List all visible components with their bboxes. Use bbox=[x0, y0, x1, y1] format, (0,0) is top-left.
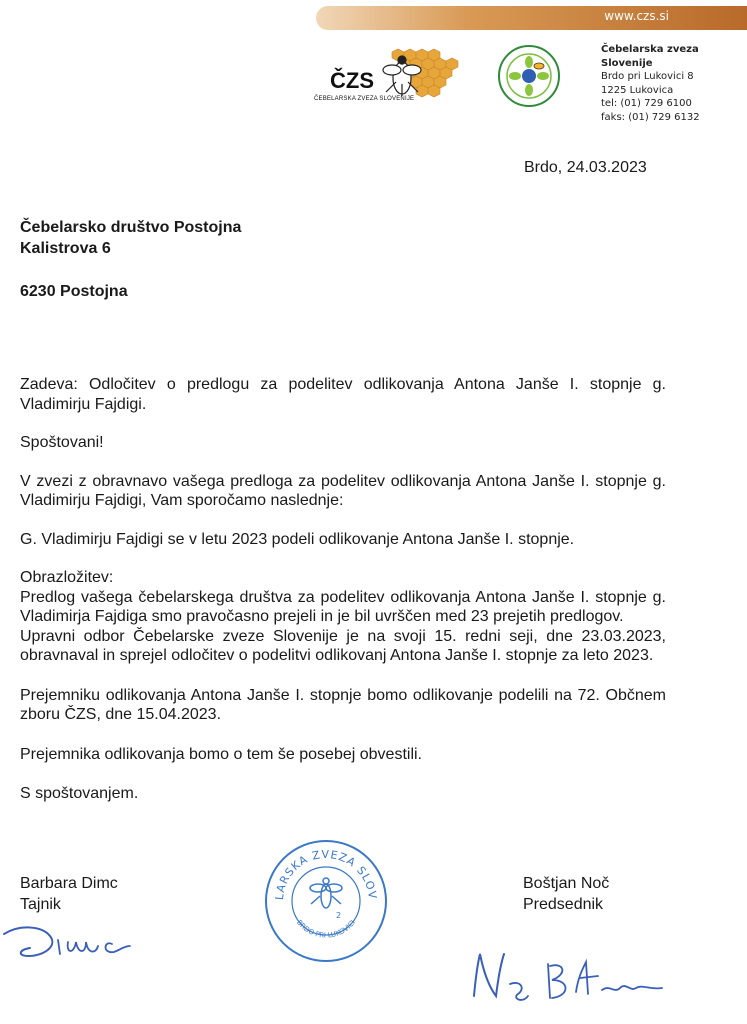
stamp-bottom-text: BRDO PRI LUKOVICI bbox=[294, 918, 358, 940]
official-stamp bbox=[263, 838, 389, 964]
president-role: Predsednik bbox=[523, 896, 604, 913]
header-bar bbox=[316, 6, 747, 30]
secretary-signature bbox=[0, 922, 150, 962]
paragraph-board: Upravni odbor Čebelarske zveze Slovenije je na svoji 15. redni seji, dne 23.03.2023, obravnaval in sprejel odločitev o podelitvi odlikovanj Antona Janše I. stopnje za leto 2023. bbox=[20, 627, 666, 664]
recipient-name: Čebelarsko društvo Postojna bbox=[20, 219, 242, 236]
recipient-address bbox=[20, 217, 241, 302]
stamp-seal-icon bbox=[263, 838, 389, 964]
paragraph-intro: V zvezi z obravnavo vašega predloga za podelitev odlikovanja Antona Janše I. stopnje g. Vladimirju Fajdigi, Vam sporočamo naslednje: bbox=[20, 472, 666, 509]
organization-address bbox=[601, 43, 747, 124]
stamp-ring-text: LARSKA ZVEZA SLOV bbox=[272, 847, 380, 901]
svg-text:BRDO PRI LUKOVICI bbox=[295, 919, 357, 940]
org-post: 1225 Lukovica bbox=[601, 84, 674, 96]
org-fax: faks: (01) 729 6132 bbox=[601, 111, 700, 123]
bee-flower-icon bbox=[497, 44, 561, 108]
org-name: Čebelarska zveza Slovenije bbox=[601, 44, 699, 69]
secretary-name: Barbara Dimc bbox=[20, 875, 118, 892]
org-street: Brdo pri Lukovici 8 bbox=[601, 71, 694, 82]
paragraph-decision: G. Vladimirju Fajdigi se v letu 2023 podeli odlikovanje Antona Janše I. stopnje. bbox=[20, 530, 575, 548]
handwritten-signature-icon bbox=[0, 922, 150, 962]
stamp-number: 2 bbox=[336, 911, 342, 920]
letter-date: Brdo, 24.03.2023 bbox=[524, 159, 647, 176]
subject-line: Zadeva: Odločitev o predlogu za podelitev odlikovanja Antona Janše I. stopnje g. Vladimirju Fajdigi. bbox=[20, 376, 666, 413]
handwritten-signature-icon bbox=[466, 944, 666, 1014]
secretary-role: Tajnik bbox=[20, 896, 61, 913]
recipient-city: 6230 Postojna bbox=[20, 283, 128, 300]
paragraph-notice: Prejemnika odlikovanja bomo o tem še posebej obvestili. bbox=[20, 745, 422, 763]
bee-badge-logo bbox=[497, 44, 561, 108]
closing: S spoštovanjem. bbox=[20, 785, 139, 802]
president-name: Boštjan Noč bbox=[523, 875, 610, 892]
paragraph-ceremony: Prejemniku odlikovanja Antona Janše I. stopnje bomo odlikovanje podelili na 72. Občnem zboru ČZS, dne 15.04.2023. bbox=[20, 686, 666, 723]
signatory-secretary bbox=[20, 873, 118, 915]
logo-subtitle: ČEBELARSKA ZVEZA SLOVENIJE bbox=[314, 96, 415, 102]
president-signature bbox=[466, 944, 666, 1014]
logo-abbreviation: ČZS bbox=[330, 68, 374, 93]
org-tel: tel: (01) 729 6100 bbox=[601, 98, 692, 109]
explanation-heading: Obrazložitev: bbox=[20, 569, 114, 586]
paragraph-explanation: Predlog vašega čebelarskega društva za podelitev odlikovanja Antona Janše I. stopnje g. Vladimirja Fajdiga smo pravočasno prejeli in je bil uvrščen med 23 prejetih predlogov. bbox=[20, 588, 666, 625]
website-url: www.czs.si bbox=[604, 9, 669, 23]
signatory-president bbox=[523, 873, 609, 915]
czs-logo bbox=[312, 44, 460, 110]
recipient-street: Kalistrova 6 bbox=[20, 240, 111, 257]
salutation: Spoštovani! bbox=[20, 434, 104, 451]
letter-body bbox=[20, 375, 666, 804]
